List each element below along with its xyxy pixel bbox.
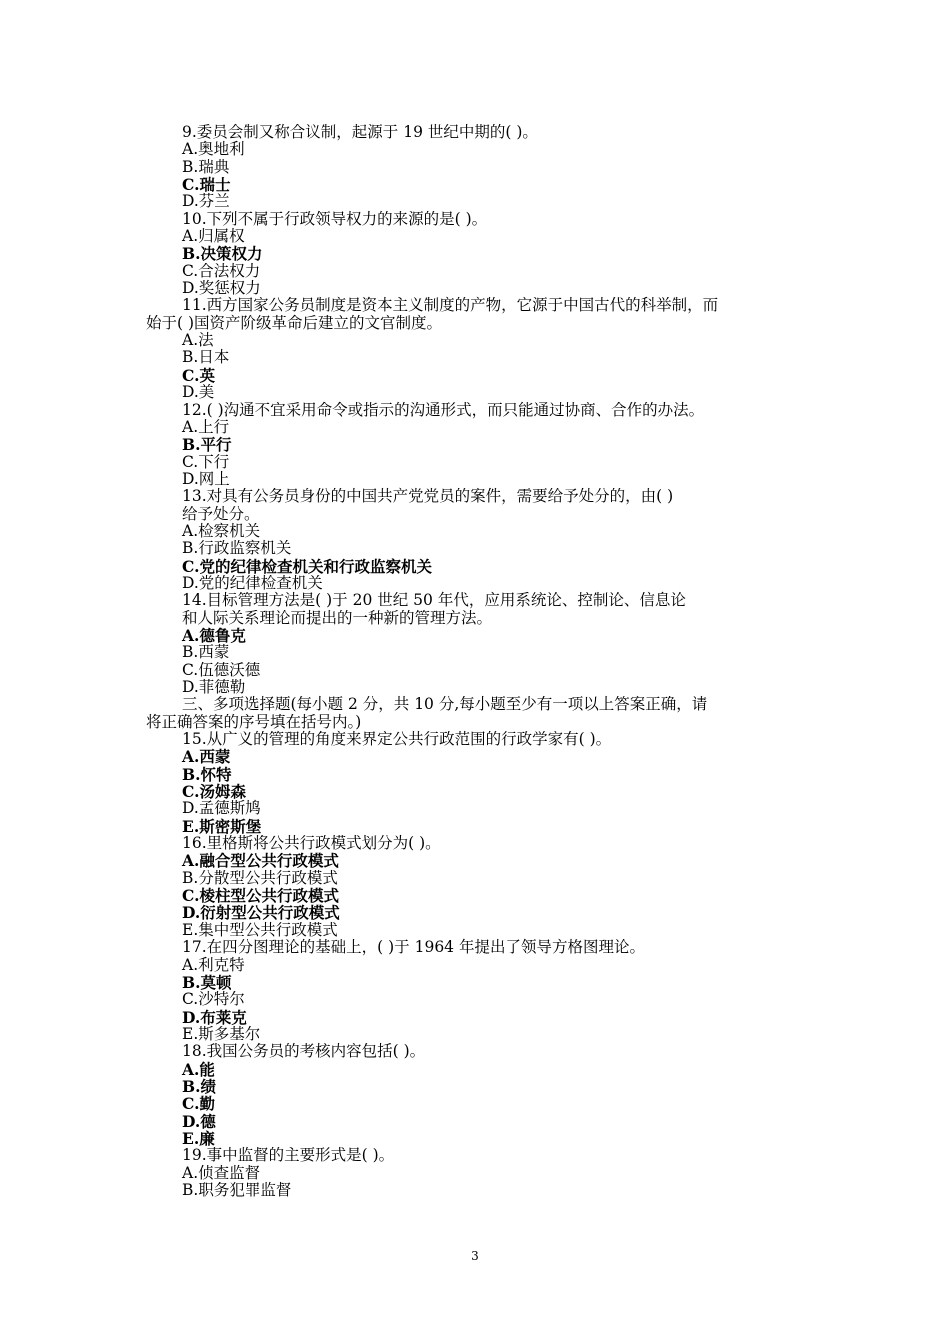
text-line: A.德鲁克 <box>182 625 246 645</box>
text-line: D.布莱克 <box>182 1007 247 1027</box>
text-line: E.斯密斯堡 <box>182 816 262 836</box>
text-line: C.汤姆森 <box>182 782 246 802</box>
text-line: C.勤 <box>182 1094 215 1114</box>
page-number: 3 <box>471 1249 479 1263</box>
text-line: A.上行 <box>182 417 230 436</box>
text-line: A.归属权 <box>182 227 245 246</box>
text-line: 17.在四分图理论的基础上，( )于 1964 年提出了领导方格图理论。 <box>182 938 645 957</box>
text-line: B.分散型公共行政模式 <box>182 868 338 887</box>
text-line: B.行政监察机关 <box>182 539 292 558</box>
text-line: B.平行 <box>182 435 232 455</box>
text-line: A.检察机关 <box>182 521 261 540</box>
text-line: D.网上 <box>182 469 230 488</box>
text-line: 和人际关系理论而提出的一种新的管理方法。 <box>182 608 493 627</box>
text-line: B.怀特 <box>182 764 232 784</box>
text-line: D.菲德勒 <box>182 678 246 696</box>
text-line: B.职务犯罪监督 <box>182 1180 292 1199</box>
text-line: C.合法权力 <box>182 261 261 280</box>
text-line: 将正确答案的序号填在括号内。) <box>146 712 362 731</box>
text-line: 13.对具有公务员身份的中国共产党党员的案件，需要给予处分的，由( ) <box>182 487 674 506</box>
text-line: C.瑞士 <box>182 175 231 195</box>
text-line: B.莫顿 <box>182 972 232 992</box>
text-line: E.斯多基尔 <box>182 1024 261 1043</box>
text-line: C.伍德沃德 <box>182 660 261 679</box>
text-line: C.党的纪律检查机关和行政监察机关 <box>182 556 432 576</box>
text-line: 给予处分。 <box>182 504 260 523</box>
text-line: 16.里格斯将公共行政模式划分为( )。 <box>182 834 441 853</box>
text-line: C.英 <box>182 365 215 385</box>
text-line: 9.委员会制又称合议制，起源于 19 世纪中期的( )。 <box>182 123 538 141</box>
text-line: 14.目标管理方法是( )于 20 世纪 50 年代，应用系统论、控制论、信息论 <box>182 591 686 610</box>
text-line: A.奥地利 <box>182 140 245 159</box>
text-line: 12.( )沟通不宜采用命令或指示的沟通形式，而只能通过协商、合作的办法。 <box>182 400 705 419</box>
text-line: 始于( )国资产阶级革命后建立的文官制度。 <box>146 313 443 332</box>
document-body <box>146 124 810 1199</box>
text-line: B.西蒙 <box>182 643 230 662</box>
text-line: D.美 <box>182 383 215 402</box>
text-line: C.下行 <box>182 452 230 471</box>
text-line: 19.事中监督的主要形式是( )。 <box>182 1146 395 1165</box>
text-line: E.集中型公共行政模式 <box>182 920 338 939</box>
text-line: C.沙特尔 <box>182 990 245 1009</box>
text-line: D.孟德斯鸠 <box>182 799 261 818</box>
text-line: D.芬兰 <box>182 192 230 211</box>
text-line: A.法 <box>182 331 214 350</box>
text-line: D.德 <box>182 1111 216 1131</box>
text-line: 11.西方国家公务员制度是资本主义制度的产物，它源于中国古代的科举制，而 <box>182 296 719 315</box>
text-line: B.绩 <box>182 1076 216 1096</box>
text-line: D.党的纪律检查机关 <box>182 573 323 592</box>
text-line: A.西蒙 <box>182 747 231 767</box>
text-line: B.决策权力 <box>182 244 263 264</box>
text-line: B.瑞典 <box>182 157 230 176</box>
text-line: D.衍射型公共行政模式 <box>182 903 340 923</box>
text-line: A.融合型公共行政模式 <box>182 851 339 871</box>
text-line: E.廉 <box>182 1128 215 1148</box>
text-line: B.日本 <box>182 348 230 367</box>
text-line: 18.我国公务员的考核内容包括( )。 <box>182 1042 426 1061</box>
text-line: 10.下列不属于行政领导权力的来源的是( )。 <box>182 209 488 228</box>
text-line: A.利克特 <box>182 955 245 974</box>
text-line: A.侦查监督 <box>182 1163 261 1182</box>
text-line: 三、多项选择题(每小题 2 分，共 10 分,每小题至少有一项以上答案正确，请 <box>182 695 708 714</box>
text-line: 15.从广义的管理的角度来界定公共行政范围的行政学家有( )。 <box>182 730 612 749</box>
text-line: D.奖惩权力 <box>182 279 261 298</box>
text-line: A.能 <box>182 1059 215 1079</box>
text-line: C.棱柱型公共行政模式 <box>182 886 339 906</box>
